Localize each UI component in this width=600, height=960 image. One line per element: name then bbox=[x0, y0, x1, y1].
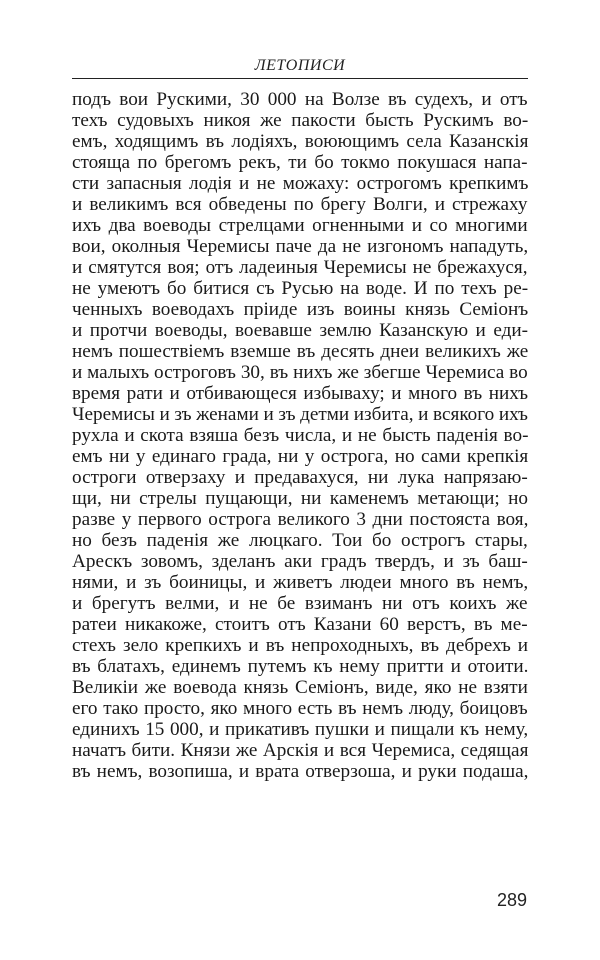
text-line: сти запасныя лодія и не можаху: острогомъ крепкимъ bbox=[72, 173, 529, 194]
text-line: щи, ни стрелы пущающи, ни каменемъ метающи; но bbox=[72, 488, 528, 509]
page-body-text bbox=[72, 89, 528, 782]
text-line: начатъ бити. Князи же Арскія и вся Черемиса, седящая bbox=[72, 740, 529, 761]
text-line: емъ, ходящимъ въ лодіяхъ, воюющимъ села Казанскія bbox=[72, 131, 529, 152]
running-header: ЛЕТОПИСИ bbox=[254, 57, 346, 74]
text-line: емъ ни у единаго града, ни у острога, но сами крепкія bbox=[72, 446, 529, 467]
text-line: и малыхъ остроговъ 30, въ нихъ же збегше Черемиса во bbox=[72, 362, 528, 383]
text-line: стехъ зело крепкихъ и въ непроходныхъ, въ дебрехъ и bbox=[72, 635, 529, 656]
page-number: 289 bbox=[496, 890, 527, 910]
text-line: но безъ паденія же люцкаго. Тои бо острогъ стары, bbox=[72, 530, 528, 551]
text-line: разве у первого острога великого 3 дни постояста воя, bbox=[72, 509, 529, 530]
text-line: Черемисы и зъ женами и зъ детми избита, и всякого ихъ bbox=[72, 404, 528, 425]
text-line: остроги отверзаху и предавахуся, ни лука напрязаю- bbox=[72, 467, 528, 488]
text-line: не умеютъ бо битися съ Русью на воде. И по техъ ре- bbox=[72, 278, 529, 299]
text-line: подъ вои Рускими, 30 000 на Волзе въ судехъ, и отъ bbox=[72, 89, 528, 110]
text-line: единихъ 15 000, и прикативъ пушки и пищали къ нему, bbox=[72, 719, 529, 740]
text-line: ченныхъ воеводахъ пріиде изъ воины князь Семіонъ bbox=[72, 299, 529, 320]
text-line: и брегутъ велми, и не бе взиманъ ни отъ коихъ же bbox=[72, 593, 528, 614]
text-line: Великіи же воевода князь Семіонъ, виде, яко не взяти bbox=[72, 677, 528, 698]
text-line: и смятутся воя; отъ ладеиныя Черемисы не брежахуся, bbox=[72, 257, 528, 278]
text-line: ихъ два воеводы стрелцами огненными и со многими bbox=[72, 215, 528, 236]
text-line: въ блатахъ, единемъ путемъ къ нему притти и отоити. bbox=[72, 656, 529, 677]
header-rule bbox=[72, 78, 528, 79]
text-line: стояща по брегомъ рекъ, ти бо токмо покушася напа- bbox=[72, 152, 528, 173]
text-line: ратеи никакоже, стоитъ отъ Казани 60 верстъ, въ ме- bbox=[72, 614, 528, 635]
text-line: техъ судовыхъ никоя же пакости бысть Рускимъ во- bbox=[72, 110, 529, 131]
text-line: Арескъ зовомъ, зделанъ аки градъ твердъ, и зъ баш- bbox=[72, 551, 528, 572]
text-line: немъ пошествіемъ вземше въ десять днеи великихъ же bbox=[72, 341, 529, 362]
text-line: время рати и отбивающеся избываху; и много въ нихъ bbox=[72, 383, 529, 404]
text-line: его тако просто, яко много есть въ немъ люду, боицовъ bbox=[72, 698, 528, 719]
text-line: въ немъ, возопиша, и врата отверзоша, и руки подаша, bbox=[72, 761, 529, 782]
text-line: и великимъ вся обведены по брегу Волги, и стрежаху bbox=[72, 194, 528, 215]
text-line: рухла и скота взяша безъ числа, и не бысть паденія во- bbox=[72, 425, 529, 446]
text-line: нями, и зъ боиницы, и живетъ людеи много въ немъ, bbox=[72, 572, 529, 593]
text-line: вои, околныя Черемисы паче да не изгономъ нападуть, bbox=[72, 236, 529, 257]
text-line: и протчи воеводы, воевавше землю Казанскую и еди- bbox=[72, 320, 529, 341]
